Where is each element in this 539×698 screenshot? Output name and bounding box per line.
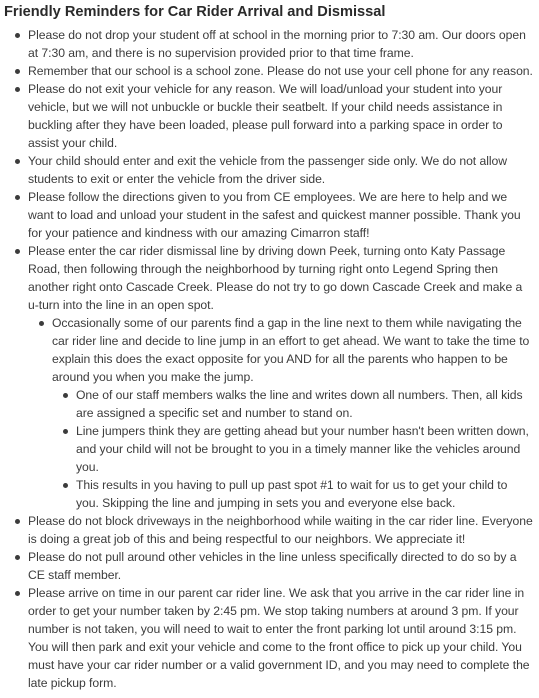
sub-nested-list-item-text: One of our staff members walks the line and writes down all numbers. Then, all kids are assigned a specific set and number to stand on. bbox=[76, 388, 523, 420]
bullet-icon bbox=[15, 519, 20, 524]
list-item bbox=[4, 242, 533, 512]
list-item-text: Please enter the car rider dismissal line by driving down Peek, turning onto Katy Passage Road, then following through the neighborhood by turning right onto Legend Spring then another right onto Cascade Creek. Please do not try to go down Cascade Creek and make a u-turn into the line in an open spot. bbox=[28, 244, 523, 312]
page-title: Friendly Reminders for Car Rider Arrival and Dismissal bbox=[4, 4, 386, 20]
bullet-icon bbox=[63, 429, 68, 434]
list-item-text: Your child should enter and exit the vehicle from the passenger side only. We do not allow students to exit or enter the vehicle from the driver side. bbox=[28, 154, 507, 186]
list-item bbox=[4, 80, 533, 152]
bullet-icon bbox=[39, 321, 44, 326]
list-item-text: Please follow the directions given to you from CE employees. We are here to help and we want to load and unload your student in the safest and quickest manner possible. Thank you for your patience and kindness with our amazing Cimarron staff! bbox=[28, 190, 521, 240]
bullet-icon bbox=[15, 87, 20, 92]
sub-nested-list-item-text: This results in you having to pull up past spot #1 to wait for us to get your child to you. Skipping the line and jumping in sets you and everyone else back. bbox=[76, 478, 508, 510]
nested-list bbox=[28, 314, 533, 512]
bullet-icon bbox=[15, 69, 20, 74]
bullet-icon bbox=[63, 483, 68, 488]
list-item bbox=[4, 548, 533, 584]
list-item-text: Please do not exit your vehicle for any reason. We will load/unload your student into your vehicle, but we will not unbuckle or buckle their seatbelt. If your child needs assistance in buckling after they have been loaded, please pull forward into a parking space in order to assist your child. bbox=[28, 82, 503, 150]
list-item bbox=[4, 584, 533, 692]
bullet-icon bbox=[15, 159, 20, 164]
bullet-icon bbox=[63, 393, 68, 398]
list-item-text: Remember that our school is a school zone. Please do not use your cell phone for any reason. bbox=[28, 64, 533, 78]
sub-nested-list-item-text: Line jumpers think they are getting ahead but your number hasn't been written down, and your child will not be brought to you in a timely manner like the vehicles around you. bbox=[76, 424, 529, 474]
sub-nested-list bbox=[52, 386, 533, 512]
bullet-icon bbox=[15, 555, 20, 560]
bullet-icon bbox=[15, 591, 20, 596]
bullet-icon bbox=[15, 195, 20, 200]
list-item bbox=[4, 152, 533, 188]
list-item-text: Please arrive on time in our parent car rider line. We ask that you arrive in the car rider line in order to get your number taken by 2:45 pm. We stop taking numbers at around 3 pm. If your number is not taken, you will need to wait to enter the front parking lot until around 3:15 pm. You will then park and exit your vehicle and come to the front office to pick up your child. You must have your car rider number or a valid government ID, and you may need to complete the late pickup form. bbox=[28, 586, 530, 690]
list-item-text: Please do not drop your student off at school in the morning prior to 7:30 am. Our doors open at 7:30 am, and there is no supervision provided prior to that time frame. bbox=[28, 28, 526, 60]
nested-list-item-text: Occasionally some of our parents find a gap in the line next to them while navigating the car rider line and decide to line jump in an effort to get ahead. We want to take the time to explain this does the exact opposite for you AND for all the parents who happen to be around you when you make the jump. bbox=[52, 316, 530, 384]
list-item-text: Please do not pull around other vehicles in the line unless specifically directed to do so by a CE staff member. bbox=[28, 550, 517, 582]
list-item bbox=[4, 512, 533, 548]
list-item bbox=[4, 26, 533, 62]
nested-list-item bbox=[28, 314, 533, 512]
list-item bbox=[4, 188, 533, 242]
sub-nested-list-item bbox=[52, 386, 533, 422]
reminders-list bbox=[4, 26, 533, 692]
bullet-icon bbox=[15, 33, 20, 38]
sub-nested-list-item bbox=[52, 476, 533, 512]
bullet-icon bbox=[15, 249, 20, 254]
list-item bbox=[4, 62, 533, 80]
list-item-text: Please do not block driveways in the neighborhood while waiting in the car rider line. Everyone is doing a great job of this and being respectful to our neighbors. We appreciate it! bbox=[28, 514, 533, 546]
sub-nested-list-item bbox=[52, 422, 533, 476]
